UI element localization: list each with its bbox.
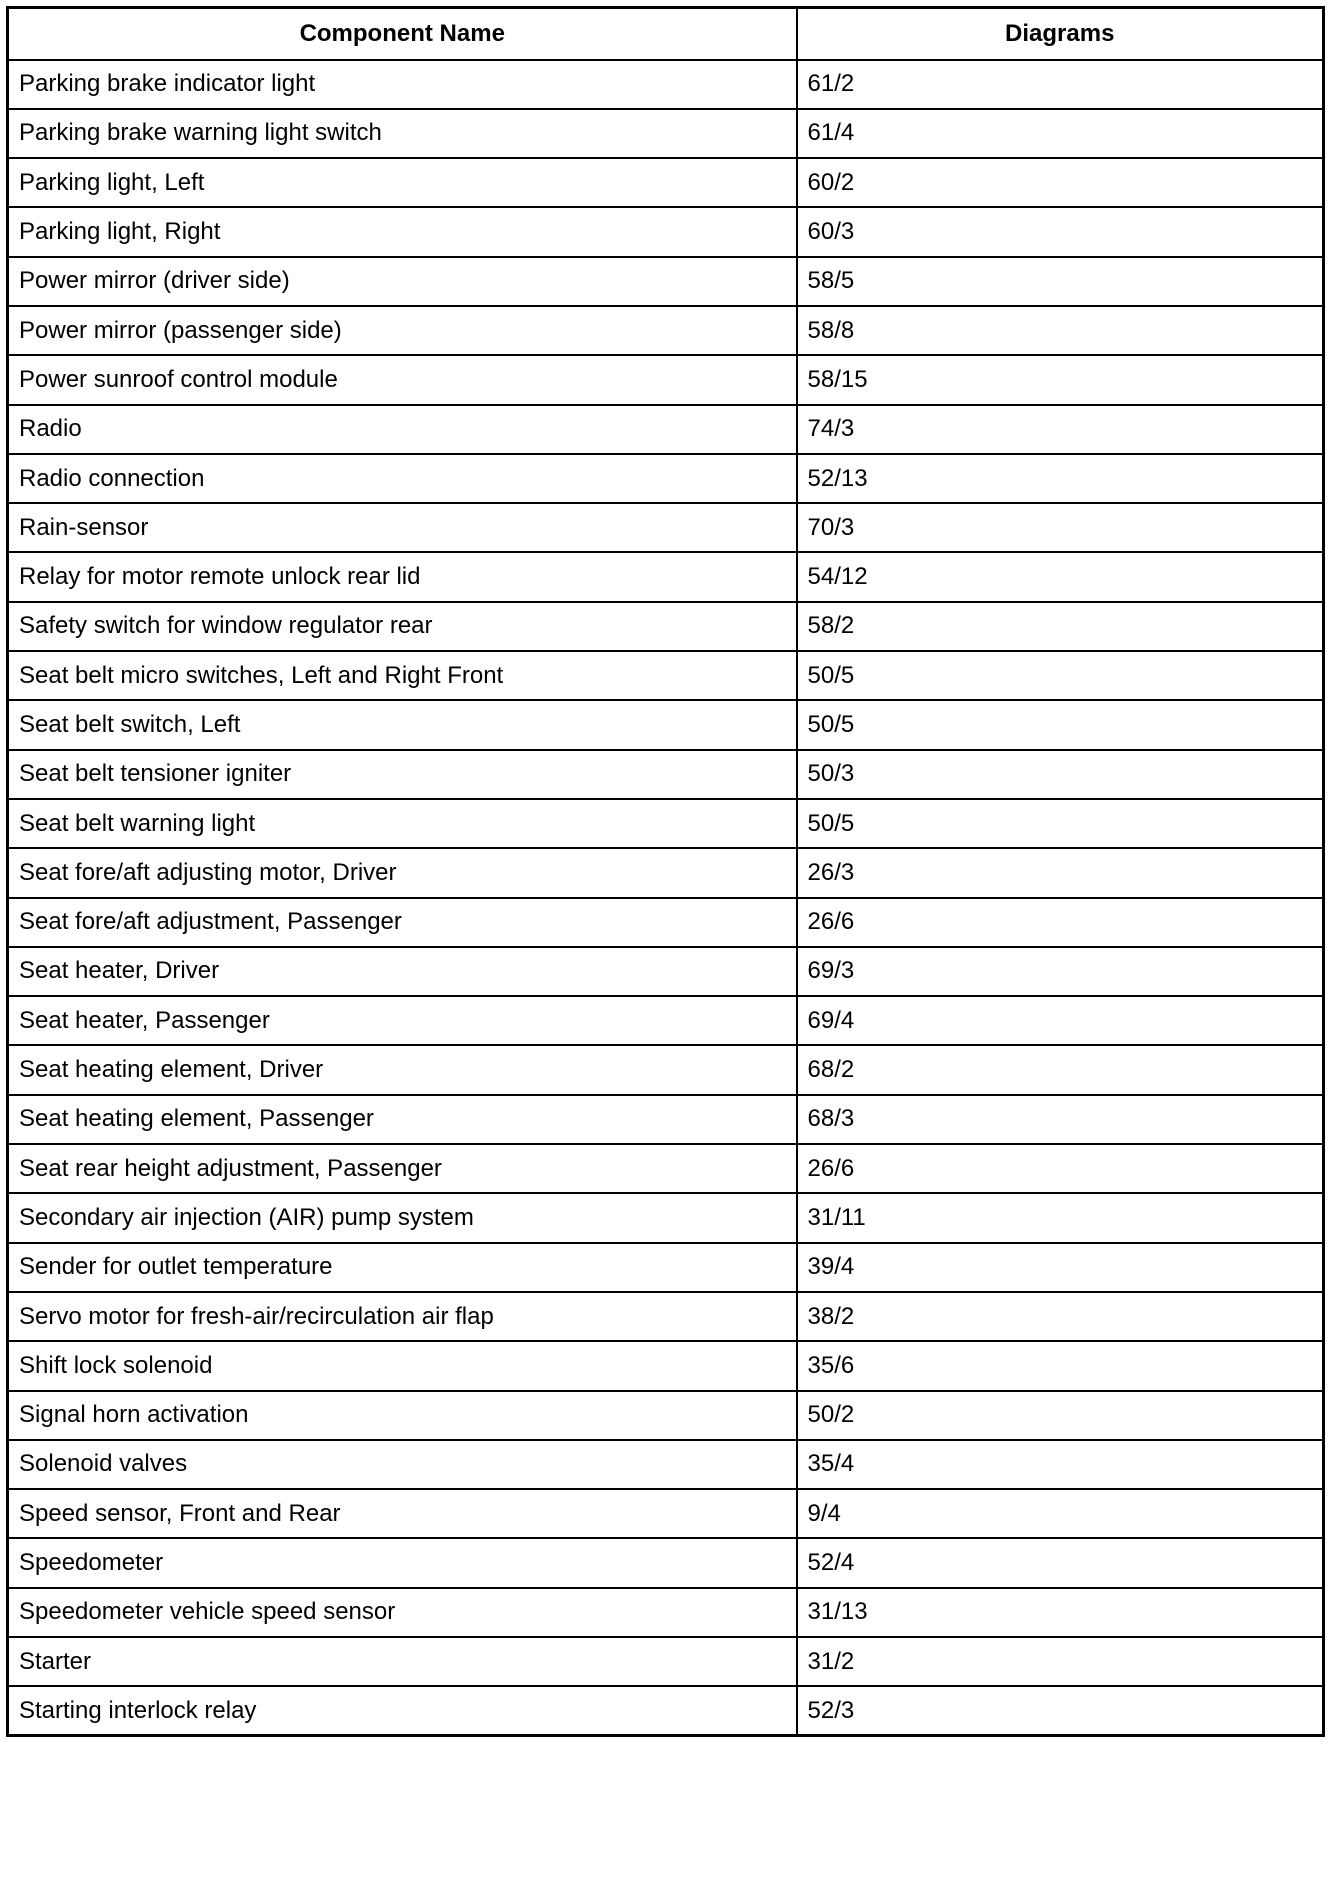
diagram-reference-cell: 70/3: [797, 503, 1324, 552]
diagram-reference-cell: 61/4: [797, 109, 1324, 158]
table-row: [8, 651, 1324, 700]
diagram-reference-cell: 38/2: [797, 1292, 1324, 1341]
table-row: [8, 207, 1324, 256]
component-name-cell: Seat heater, Driver: [8, 947, 797, 996]
component-name-cell: Seat heater, Passenger: [8, 996, 797, 1045]
table-row: [8, 60, 1324, 109]
component-name-cell: Speed sensor, Front and Rear: [8, 1489, 797, 1538]
table-row: [8, 1391, 1324, 1440]
header-diagrams: Diagrams: [797, 8, 1324, 60]
diagram-reference-cell: 35/6: [797, 1341, 1324, 1390]
component-name-cell: Signal horn activation: [8, 1391, 797, 1440]
table-row: [8, 1440, 1324, 1489]
diagram-reference-cell: 69/3: [797, 947, 1324, 996]
component-name-cell: Seat belt micro switches, Left and Right Front: [8, 651, 797, 700]
component-name-cell: Power mirror (passenger side): [8, 306, 797, 355]
table-row: [8, 1637, 1324, 1686]
diagram-reference-cell: 69/4: [797, 996, 1324, 1045]
table-row: [8, 355, 1324, 404]
diagram-reference-cell: 26/3: [797, 848, 1324, 897]
component-name-cell: Parking brake indicator light: [8, 60, 797, 109]
diagram-reference-cell: 50/5: [797, 799, 1324, 848]
component-name-cell: Speedometer: [8, 1538, 797, 1587]
diagram-reference-cell: 50/5: [797, 700, 1324, 749]
component-name-cell: Radio: [8, 405, 797, 454]
table-row: [8, 1538, 1324, 1587]
diagram-reference-cell: 50/5: [797, 651, 1324, 700]
diagram-reference-cell: 58/15: [797, 355, 1324, 404]
diagram-reference-cell: 60/3: [797, 207, 1324, 256]
component-name-cell: Servo motor for fresh-air/recirculation air flap: [8, 1292, 797, 1341]
header-component-name: Component Name: [8, 8, 797, 60]
table-row: [8, 1095, 1324, 1144]
diagram-reference-cell: 61/2: [797, 60, 1324, 109]
diagram-reference-cell: 31/11: [797, 1193, 1324, 1242]
component-name-cell: Seat rear height adjustment, Passenger: [8, 1144, 797, 1193]
diagram-reference-cell: 50/2: [797, 1391, 1324, 1440]
component-name-cell: Relay for motor remote unlock rear lid: [8, 552, 797, 601]
table-row: [8, 799, 1324, 848]
component-name-cell: Rain-sensor: [8, 503, 797, 552]
table-row: [8, 454, 1324, 503]
diagram-reference-cell: 74/3: [797, 405, 1324, 454]
table-row: [8, 1588, 1324, 1637]
table-row: [8, 405, 1324, 454]
diagram-reference-cell: 39/4: [797, 1243, 1324, 1292]
component-name-cell: Seat heating element, Passenger: [8, 1095, 797, 1144]
component-name-cell: Sender for outlet temperature: [8, 1243, 797, 1292]
table-row: [8, 1686, 1324, 1735]
component-name-cell: Radio connection: [8, 454, 797, 503]
component-name-cell: Safety switch for window regulator rear: [8, 602, 797, 651]
component-name-cell: Speedometer vehicle speed sensor: [8, 1588, 797, 1637]
diagram-reference-cell: 31/13: [797, 1588, 1324, 1637]
table-row: [8, 109, 1324, 158]
diagram-reference-cell: 58/2: [797, 602, 1324, 651]
diagram-reference-cell: 35/4: [797, 1440, 1324, 1489]
table-row: [8, 552, 1324, 601]
component-name-cell: Seat heating element, Driver: [8, 1045, 797, 1094]
component-name-cell: Seat fore/aft adjusting motor, Driver: [8, 848, 797, 897]
diagram-reference-cell: 68/3: [797, 1095, 1324, 1144]
component-name-cell: Parking light, Left: [8, 158, 797, 207]
component-name-cell: Seat belt warning light: [8, 799, 797, 848]
table-row: [8, 1292, 1324, 1341]
table-header-row: [8, 8, 1324, 60]
diagram-reference-cell: 60/2: [797, 158, 1324, 207]
table-row: [8, 1045, 1324, 1094]
component-name-cell: Parking brake warning light switch: [8, 109, 797, 158]
table-row: [8, 257, 1324, 306]
table-row: [8, 503, 1324, 552]
diagram-reference-cell: 31/2: [797, 1637, 1324, 1686]
component-table-container: [6, 6, 1322, 1737]
table-body: [8, 60, 1324, 1736]
component-name-cell: Parking light, Right: [8, 207, 797, 256]
table-row: [8, 1489, 1324, 1538]
table-row: [8, 1193, 1324, 1242]
table-row: [8, 602, 1324, 651]
component-name-cell: Seat fore/aft adjustment, Passenger: [8, 898, 797, 947]
diagram-reference-cell: 52/3: [797, 1686, 1324, 1735]
table-row: [8, 1243, 1324, 1292]
component-name-cell: Secondary air injection (AIR) pump system: [8, 1193, 797, 1242]
diagram-reference-cell: 52/13: [797, 454, 1324, 503]
table-row: [8, 1144, 1324, 1193]
table-row: [8, 750, 1324, 799]
component-name-cell: Power mirror (driver side): [8, 257, 797, 306]
diagram-reference-cell: 52/4: [797, 1538, 1324, 1587]
table-row: [8, 1341, 1324, 1390]
diagram-reference-cell: 26/6: [797, 1144, 1324, 1193]
diagram-reference-cell: 9/4: [797, 1489, 1324, 1538]
table-row: [8, 996, 1324, 1045]
diagram-reference-cell: 26/6: [797, 898, 1324, 947]
table-row: [8, 947, 1324, 996]
table-row: [8, 848, 1324, 897]
diagram-reference-cell: 50/3: [797, 750, 1324, 799]
component-name-cell: Solenoid valves: [8, 1440, 797, 1489]
table-row: [8, 700, 1324, 749]
diagram-reference-cell: 58/5: [797, 257, 1324, 306]
component-name-cell: Shift lock solenoid: [8, 1341, 797, 1390]
component-name-cell: Seat belt switch, Left: [8, 700, 797, 749]
table-row: [8, 158, 1324, 207]
component-name-cell: Seat belt tensioner igniter: [8, 750, 797, 799]
diagram-reference-cell: 58/8: [797, 306, 1324, 355]
component-diagram-table: [6, 6, 1325, 1737]
diagram-reference-cell: 54/12: [797, 552, 1324, 601]
component-name-cell: Power sunroof control module: [8, 355, 797, 404]
table-row: [8, 898, 1324, 947]
component-name-cell: Starter: [8, 1637, 797, 1686]
component-name-cell: Starting interlock relay: [8, 1686, 797, 1735]
table-row: [8, 306, 1324, 355]
diagram-reference-cell: 68/2: [797, 1045, 1324, 1094]
